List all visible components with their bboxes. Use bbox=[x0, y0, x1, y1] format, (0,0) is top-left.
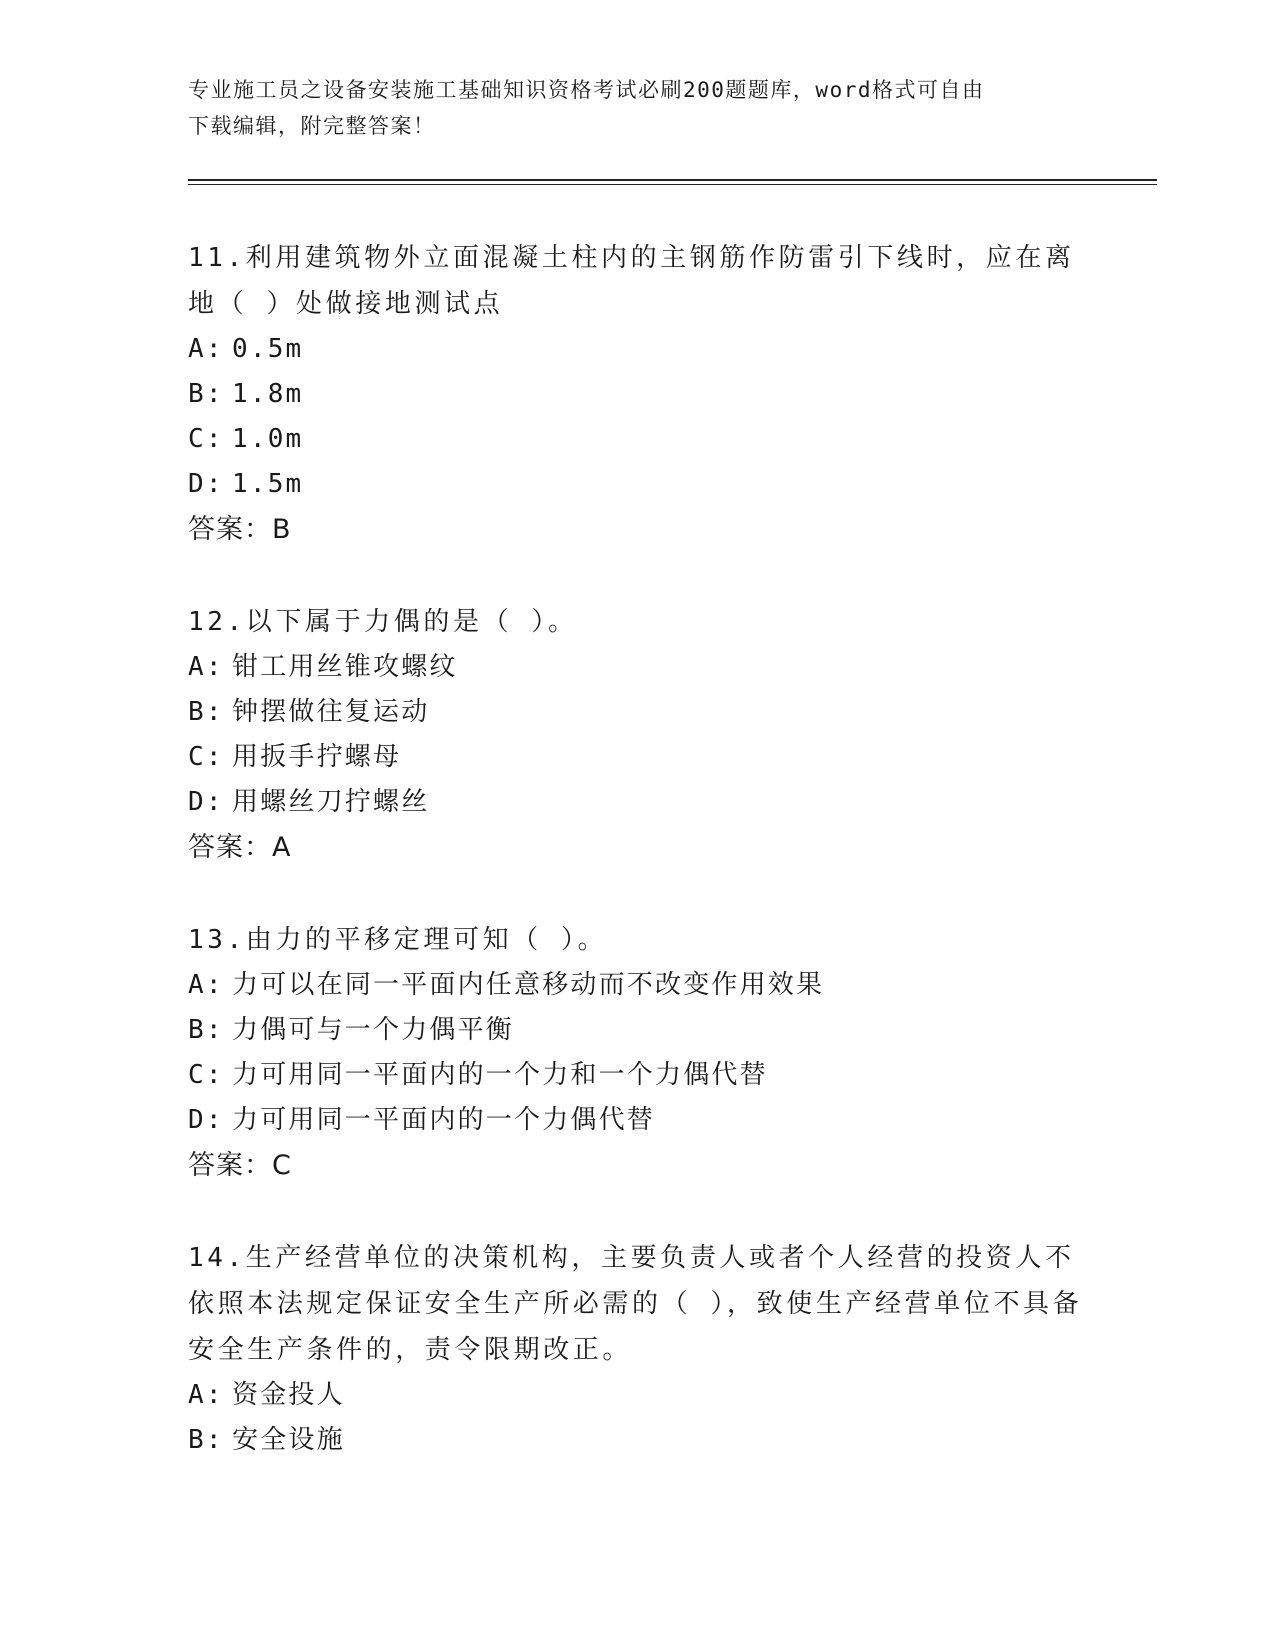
question-body: 由力的平移定理可知（ ）。 bbox=[245, 925, 608, 955]
option-text: 力可用同一平面内的一个力和一个力偶代替 bbox=[232, 1060, 768, 1090]
option-text: 1.0m bbox=[232, 424, 304, 454]
question-number: 13. bbox=[188, 925, 246, 955]
option-text: 1.5m bbox=[232, 469, 304, 499]
option-letter: C: bbox=[188, 742, 224, 772]
option-b bbox=[188, 372, 1088, 417]
option-letter: A: bbox=[188, 652, 224, 682]
question-number: 14. bbox=[188, 1243, 246, 1273]
option-d bbox=[188, 780, 1088, 825]
option-c bbox=[188, 735, 1088, 780]
option-letter: B: bbox=[188, 697, 224, 727]
option-letter: D: bbox=[188, 469, 224, 499]
option-b bbox=[188, 1418, 1088, 1463]
option-d bbox=[188, 1098, 1088, 1143]
header-divider-thick bbox=[188, 179, 1157, 181]
option-text: 资金投人 bbox=[232, 1380, 345, 1410]
question-list bbox=[188, 235, 1088, 1509]
option-letter: C: bbox=[188, 424, 224, 454]
option-c bbox=[188, 417, 1088, 462]
option-text: 安全设施 bbox=[232, 1425, 345, 1455]
option-a bbox=[188, 645, 1088, 690]
option-a bbox=[188, 1373, 1088, 1418]
option-b bbox=[188, 690, 1088, 735]
option-letter: D: bbox=[188, 1105, 224, 1135]
header-line-2: 下载编辑，附完整答案！ bbox=[188, 114, 436, 138]
option-text: 用螺丝刀拧螺丝 bbox=[232, 787, 430, 817]
option-letter: A: bbox=[188, 970, 224, 1000]
question-text bbox=[188, 1235, 1088, 1373]
option-letter: C: bbox=[188, 1060, 224, 1090]
header-divider-thin bbox=[188, 184, 1157, 185]
question-13 bbox=[188, 917, 1088, 1189]
question-text bbox=[188, 917, 1088, 963]
option-letter: D: bbox=[188, 787, 224, 817]
option-text: 用扳手拧螺母 bbox=[232, 742, 402, 772]
option-c bbox=[188, 1053, 1088, 1098]
question-body: 以下属于力偶的是（ ）。 bbox=[245, 607, 578, 637]
document-header bbox=[188, 72, 1088, 144]
option-text: 钳工用丝锥攻螺纹 bbox=[232, 652, 458, 682]
question-number: 11. bbox=[188, 243, 246, 273]
question-11 bbox=[188, 235, 1088, 553]
option-letter: A: bbox=[188, 1380, 224, 1410]
option-letter: B: bbox=[188, 1425, 224, 1455]
question-text bbox=[188, 235, 1088, 327]
header-line-1: 专业施工员之设备安装施工基础知识资格考试必刷200题题库，word格式可自由 bbox=[188, 78, 985, 102]
option-text: 力可以在同一平面内任意移动而不改变作用效果 bbox=[232, 970, 825, 1000]
question-body: 利用建筑物外立面混凝土柱内的主钢筋作防雷引下线时，应在离地（ ）处做接地测试点 bbox=[188, 243, 1075, 319]
question-number: 12. bbox=[188, 607, 246, 637]
answer-line: 答案：A bbox=[188, 832, 292, 863]
option-text: 力可用同一平面内的一个力偶代替 bbox=[232, 1105, 656, 1135]
option-letter: A: bbox=[188, 334, 224, 364]
question-12 bbox=[188, 599, 1088, 871]
option-b bbox=[188, 1008, 1088, 1053]
answer-line: 答案：B bbox=[188, 514, 292, 545]
question-body: 生产经营单位的决策机构，主要负责人或者个人经营的投资人不依照本法规定保证安全生产所必需的（ ），致使生产经营单位不具备安全生产条件的，责令限期改正。 bbox=[188, 1243, 1083, 1365]
option-a bbox=[188, 963, 1088, 1008]
option-letter: B: bbox=[188, 1015, 224, 1045]
option-text: 力偶可与一个力偶平衡 bbox=[232, 1015, 515, 1045]
option-text: 0.5m bbox=[232, 334, 304, 364]
option-text: 钟摆做往复运动 bbox=[232, 697, 430, 727]
question-text bbox=[188, 599, 1088, 645]
answer-line: 答案：C bbox=[188, 1150, 292, 1181]
option-text: 1.8m bbox=[232, 379, 304, 409]
option-letter: B: bbox=[188, 379, 224, 409]
question-14 bbox=[188, 1235, 1088, 1463]
option-d bbox=[188, 462, 1088, 507]
option-a bbox=[188, 327, 1088, 372]
